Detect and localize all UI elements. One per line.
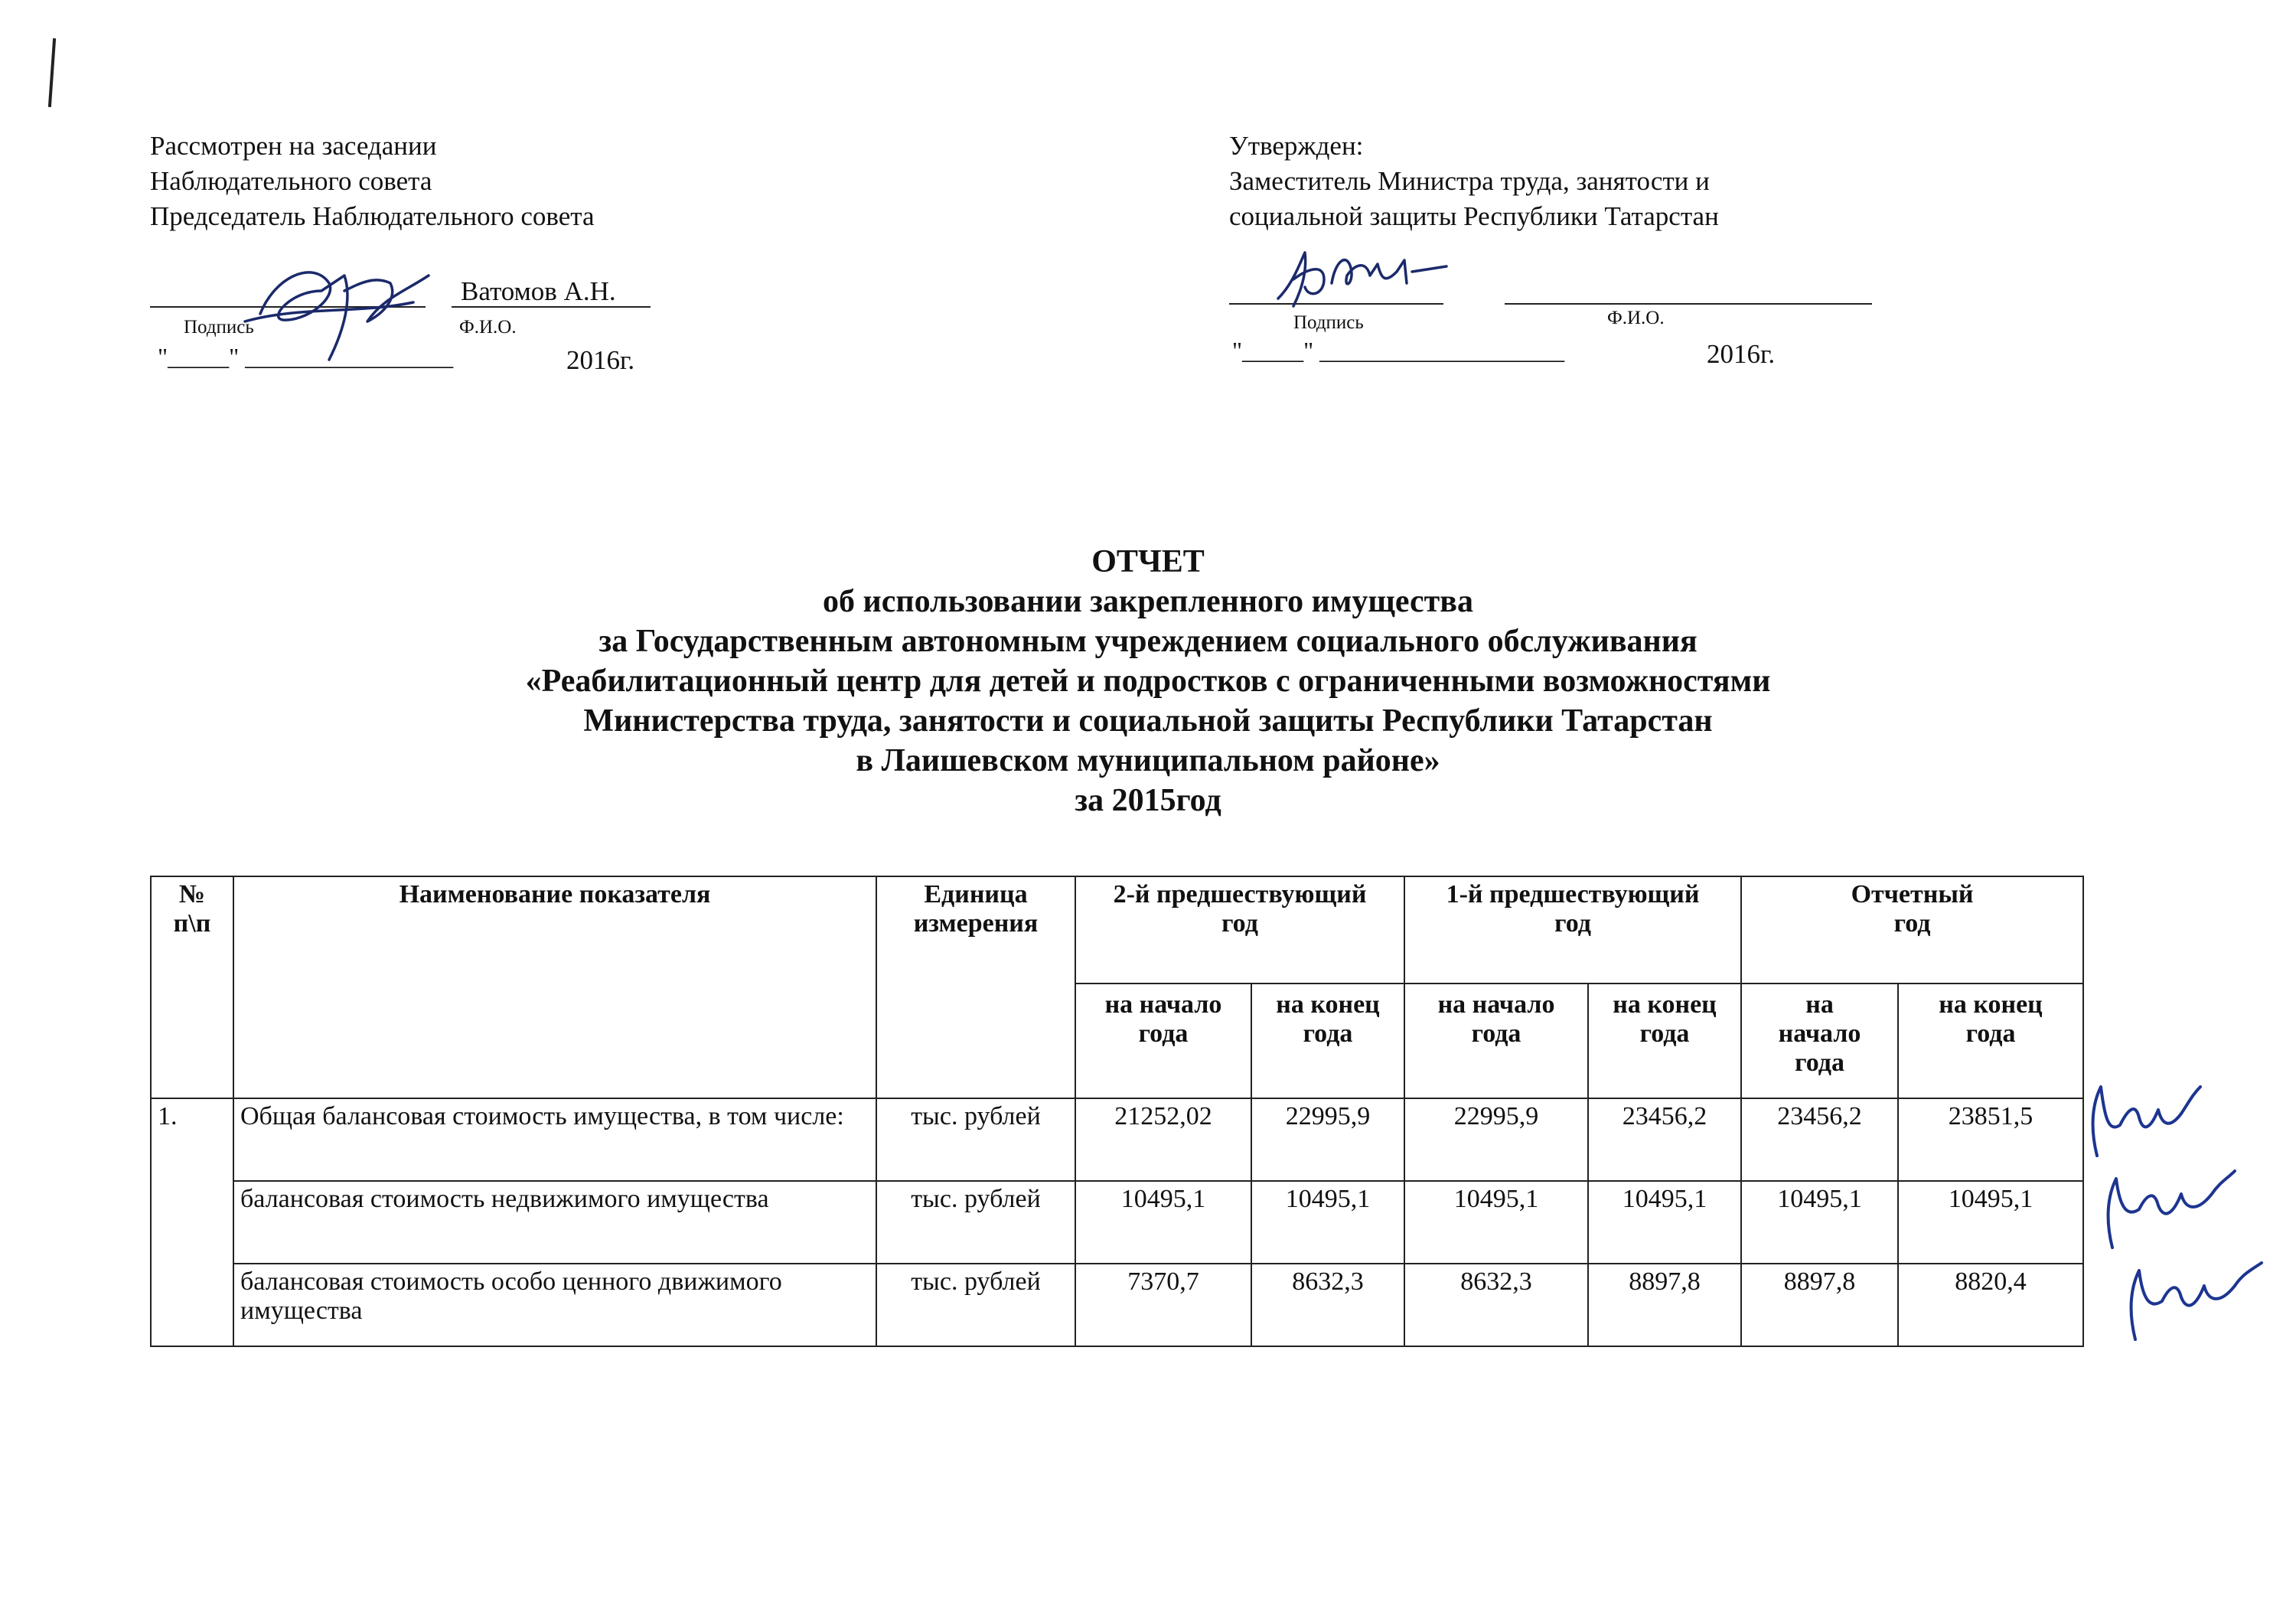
- value-cell: 10495,1: [1404, 1181, 1588, 1264]
- col-header-y1-start: на начало года: [1404, 984, 1588, 1098]
- left-fio-label: Ф.И.О.: [459, 317, 517, 338]
- left-sign-label: Подпись: [184, 317, 254, 338]
- left-name-line: [452, 306, 651, 308]
- value-cell: 10495,1: [1588, 1181, 1741, 1264]
- col-header-y2-start: на начало года: [1075, 984, 1251, 1098]
- col-header-name: Наименование показателя: [233, 876, 876, 1098]
- value-cell: 8820,4: [1898, 1264, 2083, 1346]
- value-cell: 10495,1: [1075, 1181, 1251, 1264]
- margin-mark: [48, 38, 56, 107]
- col-header-num: № п\п: [151, 876, 233, 1098]
- value-cell: 23456,2: [1588, 1098, 1741, 1181]
- col-header-y2-end: на конец года: [1251, 984, 1404, 1098]
- title-line-2: об использовании закрепленного имущества: [823, 584, 1473, 619]
- value-cell: 10495,1: [1898, 1181, 2083, 1264]
- right-date-year: 2016г.: [1707, 339, 1776, 369]
- right-name-line: [1505, 303, 1872, 305]
- value-cell: 21252,02: [1075, 1098, 1251, 1181]
- value-cell: 8632,3: [1404, 1264, 1588, 1346]
- table-row: [151, 1181, 2083, 1264]
- left-date-blank: "_____" _________________: [158, 343, 454, 370]
- deputy-minister-signature: [1270, 237, 1454, 321]
- col-header-y0-end: на конец года: [1898, 984, 2083, 1098]
- col-header-y1-end: на конец года: [1588, 984, 1741, 1098]
- col-header-unit: Единица измерения: [876, 876, 1075, 1098]
- left-line1: Рассмотрен на заседании: [150, 131, 437, 161]
- value-cell: 8897,8: [1588, 1264, 1741, 1346]
- value-cell: 8632,3: [1251, 1264, 1404, 1346]
- right-line2: Заместитель Министра труда, занятости и: [1229, 166, 1710, 196]
- row-unit: тыс. рублей: [876, 1264, 1075, 1346]
- table-row: [151, 1264, 2083, 1346]
- col-header-y0-start: на начало года: [1741, 984, 1898, 1098]
- col-header-reporting-year: Отчетный год: [1741, 876, 2083, 984]
- value-cell: 22995,9: [1404, 1098, 1588, 1181]
- col-header-year-2: 2-й предшествующий год: [1075, 876, 1404, 984]
- row-name: балансовая стоимость недвижимого имущества: [233, 1181, 876, 1264]
- left-date-year: 2016г.: [566, 345, 635, 375]
- left-line2: Наблюдательного совета: [150, 166, 432, 196]
- right-line1: Утвержден:: [1229, 131, 1364, 161]
- value-cell: 10495,1: [1251, 1181, 1404, 1264]
- col-header-year-1: 1-й предшествующий год: [1404, 876, 1741, 984]
- value-cell: 10495,1: [1741, 1181, 1898, 1264]
- property-report-table: [150, 876, 2084, 1347]
- header-row-1: [151, 876, 2083, 984]
- title-line-5: Министерства труда, занятости и социальной защиты Республики Татарстан: [583, 703, 1713, 739]
- title-line-4: «Реабилитационный центр для детей и подростков с ограниченными возможностями: [525, 664, 1771, 699]
- handwritten-initials: [2066, 1056, 2296, 1347]
- left-line3: Председатель Наблюдательного совета: [150, 201, 595, 231]
- chairman-signature: [230, 230, 459, 367]
- row-name: Общая балансовая стоимость имущества, в том числе:: [233, 1098, 876, 1181]
- row-name: балансовая стоимость особо ценного движимого имущества: [233, 1264, 876, 1346]
- value-cell: 23851,5: [1898, 1098, 2083, 1181]
- title-line-7: за 2015год: [1075, 783, 1221, 818]
- row-unit: тыс. рублей: [876, 1181, 1075, 1264]
- table-row: [151, 1098, 2083, 1181]
- right-sign-label: Подпись: [1293, 312, 1364, 333]
- right-fio-label: Ф.И.О.: [1607, 308, 1665, 328]
- value-cell: 23456,2: [1741, 1098, 1898, 1181]
- row-unit: тыс. рублей: [876, 1098, 1075, 1181]
- left-signer-name: Ватомов А.Н.: [461, 276, 616, 306]
- value-cell: 8897,8: [1741, 1264, 1898, 1346]
- title-line-1: ОТЧЕТ: [1091, 544, 1205, 579]
- right-line3: социальной защиты Республики Татарстан: [1229, 201, 1719, 231]
- title-line-6: в Лаишевском муниципальном районе»: [856, 743, 1440, 778]
- title-line-3: за Государственным автономным учреждением социального обслуживания: [598, 624, 1698, 659]
- value-cell: 7370,7: [1075, 1264, 1251, 1346]
- report-title: [0, 542, 2296, 820]
- row-number: 1.: [151, 1098, 233, 1346]
- value-cell: 22995,9: [1251, 1098, 1404, 1181]
- right-date-blank: "_____" ____________________: [1232, 337, 1565, 364]
